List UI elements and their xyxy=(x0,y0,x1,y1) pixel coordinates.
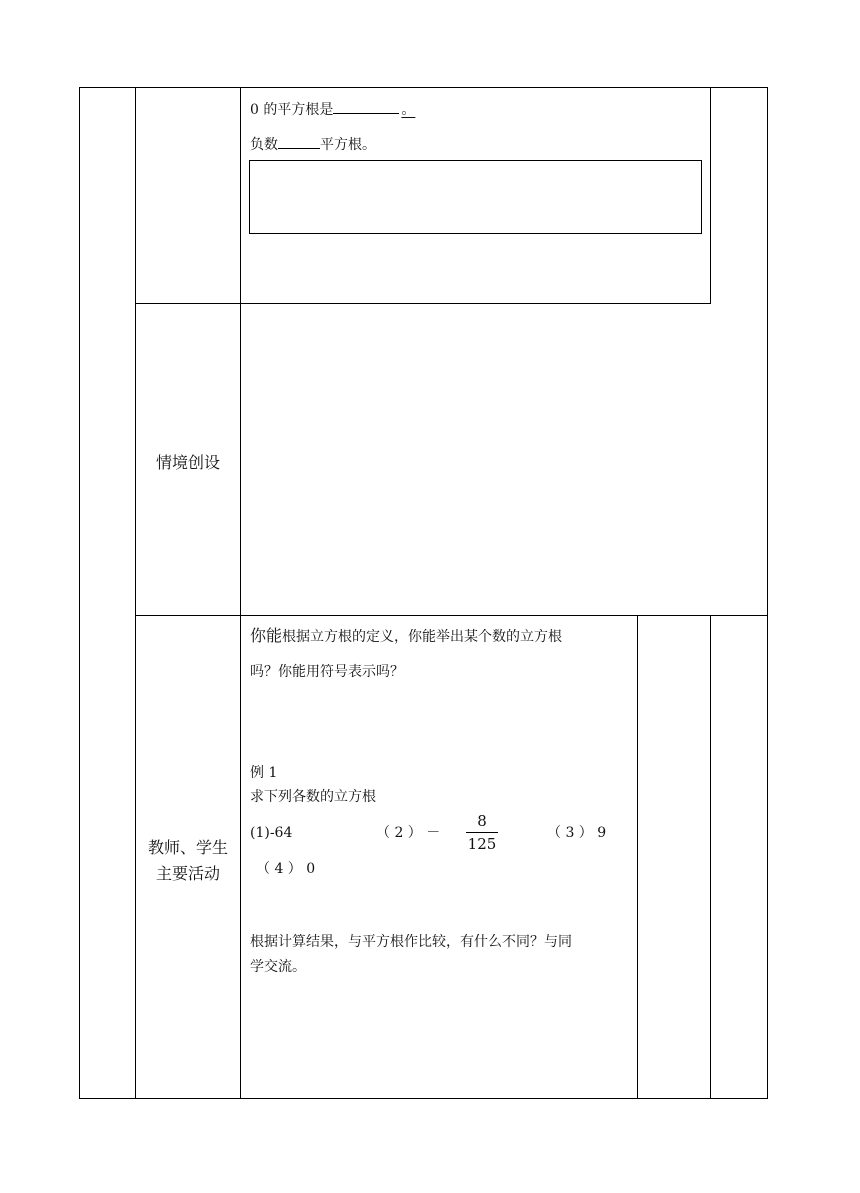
square-root-zero-suffix: 。 xyxy=(401,102,416,118)
question-rest: 根据立方根的定义，你能举出某个数的立方根 xyxy=(282,629,563,645)
negative-number-suffix: 平方根。 xyxy=(320,137,376,153)
table-divider-4 xyxy=(637,615,638,1099)
table-left-border xyxy=(79,87,80,1099)
example-prompt: 求下列各数的立方根 xyxy=(250,789,376,805)
answer-blank-2 xyxy=(278,134,320,149)
row-separator-1 xyxy=(135,303,711,304)
situation-label xyxy=(136,450,240,476)
fraction-denominator: 125 xyxy=(467,835,497,853)
compare-line-2: 学交流。 xyxy=(250,959,306,975)
row-separator-2 xyxy=(135,615,768,616)
table-divider-2 xyxy=(240,87,241,1099)
question-line-1 xyxy=(250,627,562,646)
table-divider-3b xyxy=(710,615,711,1099)
example-title: 例 1 xyxy=(250,765,278,781)
table-bottom-border xyxy=(79,1098,768,1099)
activity-label xyxy=(136,835,240,887)
situation-label-text: 情境创设 xyxy=(155,453,220,472)
exercise-item-2-label: （ 2 ） － xyxy=(376,825,441,841)
table-divider-3 xyxy=(710,87,711,304)
answer-blank-1 xyxy=(333,99,399,114)
square-root-zero-line xyxy=(250,99,425,119)
fraction-bar xyxy=(466,832,498,833)
exercise-item-4: （ 4 ） 0 xyxy=(256,861,316,877)
compare-line-1: 根据计算结果，与平方根作比较，有什么不同？与同 xyxy=(250,934,572,950)
negative-number-prefix: 负数 xyxy=(250,137,278,153)
activity-label-line1: 教师、学生 xyxy=(147,838,228,857)
question-line-2: 吗？你能用符号表示吗？ xyxy=(250,664,404,680)
fraction-numerator: 8 xyxy=(477,812,487,830)
square-root-zero-prefix: 0 的平方根是 xyxy=(250,102,334,118)
empty-answer-box xyxy=(249,160,702,234)
question-lead: 你能 xyxy=(250,626,283,645)
table-top-border xyxy=(79,87,768,88)
table-divider-1 xyxy=(135,87,136,1099)
table-right-border xyxy=(767,87,768,1099)
exercise-item-1: (1)-64 xyxy=(250,825,293,841)
exercise-item-3: （ 3 ） 9 xyxy=(547,825,607,841)
fraction-eight-over-125 xyxy=(466,812,498,853)
negative-number-line xyxy=(250,134,376,154)
activity-label-line2: 主要活动 xyxy=(155,864,220,883)
